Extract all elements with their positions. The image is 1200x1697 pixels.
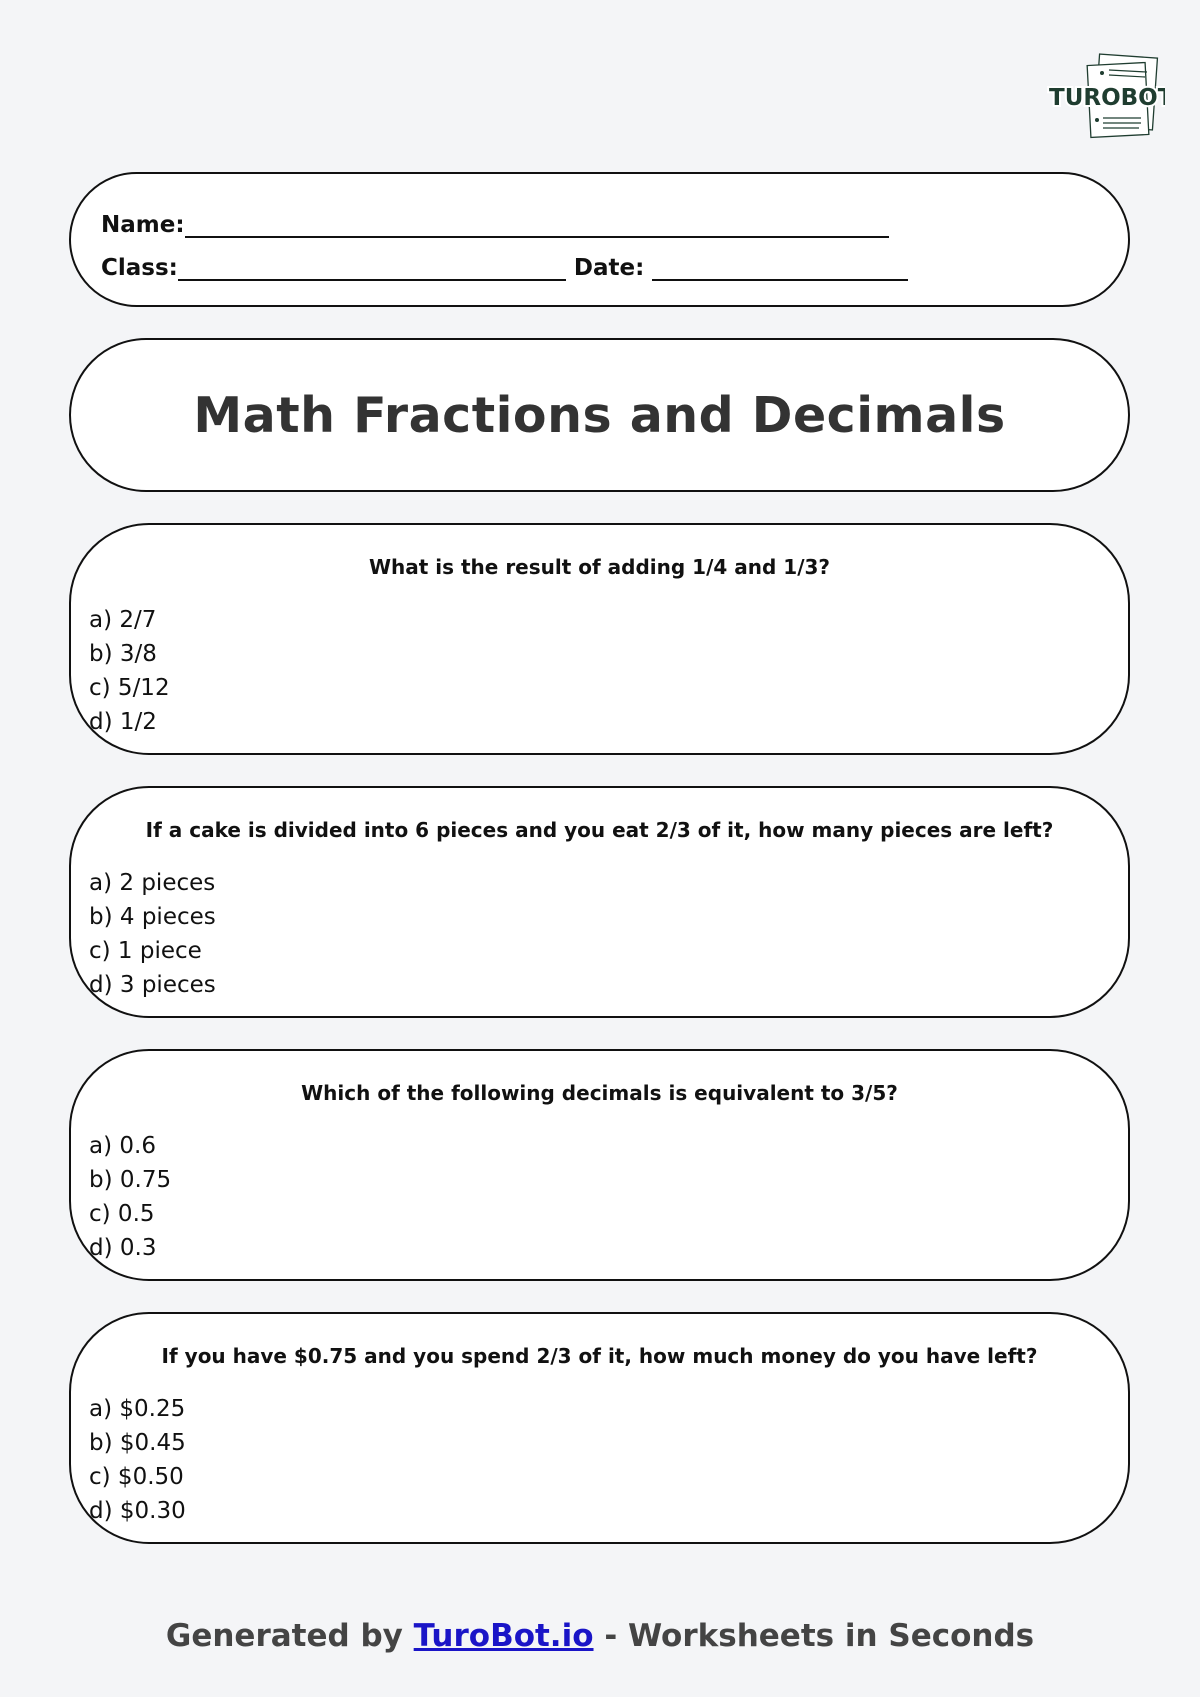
- question-card: [69, 1049, 1130, 1281]
- option-b[interactable]: b) 0.75: [89, 1167, 172, 1193]
- options-list: [89, 866, 216, 1002]
- question-card: [69, 1312, 1130, 1544]
- class-date-row: [101, 255, 908, 281]
- worksheet-title: Math Fractions and Decimals: [193, 386, 1006, 444]
- logo-text: TUROBOT: [1049, 85, 1165, 111]
- option-a[interactable]: a) 2/7: [89, 607, 157, 633]
- option-d[interactable]: d) 1/2: [89, 709, 157, 735]
- student-info-card: [69, 172, 1130, 307]
- option-d[interactable]: d) 3 pieces: [89, 972, 216, 998]
- name-row: [101, 212, 889, 238]
- footer-prefix: Generated by: [165, 1618, 403, 1654]
- date-label: Date:: [573, 255, 645, 281]
- footer: [0, 1618, 1200, 1654]
- turobot-logo: [1045, 50, 1165, 140]
- name-label: Name:: [101, 212, 185, 238]
- name-input-line[interactable]: [185, 212, 889, 238]
- question-text: What is the result of adding 1/4 and 1/3?: [368, 555, 831, 579]
- options-list: [89, 1392, 186, 1528]
- option-d[interactable]: d) $0.30: [89, 1498, 186, 1524]
- option-b[interactable]: b) $0.45: [89, 1430, 186, 1456]
- title-card: [69, 338, 1130, 492]
- question-text: Which of the following decimals is equivalent to 3/5?: [301, 1081, 898, 1105]
- class-label: Class:: [101, 255, 178, 281]
- option-a[interactable]: a) 0.6: [89, 1133, 156, 1159]
- class-input-line[interactable]: [178, 255, 566, 281]
- option-c[interactable]: c) 5/12: [89, 675, 170, 701]
- footer-suffix: - Worksheets in Seconds: [604, 1618, 1035, 1654]
- option-c[interactable]: c) 0.5: [89, 1201, 155, 1227]
- options-list: [89, 1129, 171, 1265]
- options-list: [89, 603, 170, 739]
- turobot-link[interactable]: TuroBot.io: [413, 1618, 594, 1654]
- question-text: If a cake is divided into 6 pieces and you eat 2/3 of it, how many pieces are left?: [145, 818, 1054, 842]
- question-text: If you have $0.75 and you spend 2/3 of it, how much money do you have left?: [161, 1344, 1038, 1368]
- date-input-line[interactable]: [652, 255, 908, 281]
- option-a[interactable]: a) 2 pieces: [89, 870, 216, 896]
- option-c[interactable]: c) 1 piece: [89, 938, 202, 964]
- question-card: [69, 786, 1130, 1018]
- option-b[interactable]: b) 4 pieces: [89, 904, 216, 930]
- option-a[interactable]: a) $0.25: [89, 1396, 186, 1422]
- option-b[interactable]: b) 3/8: [89, 641, 157, 667]
- option-d[interactable]: d) 0.3: [89, 1235, 157, 1261]
- question-card: [69, 523, 1130, 755]
- option-c[interactable]: c) $0.50: [89, 1464, 184, 1490]
